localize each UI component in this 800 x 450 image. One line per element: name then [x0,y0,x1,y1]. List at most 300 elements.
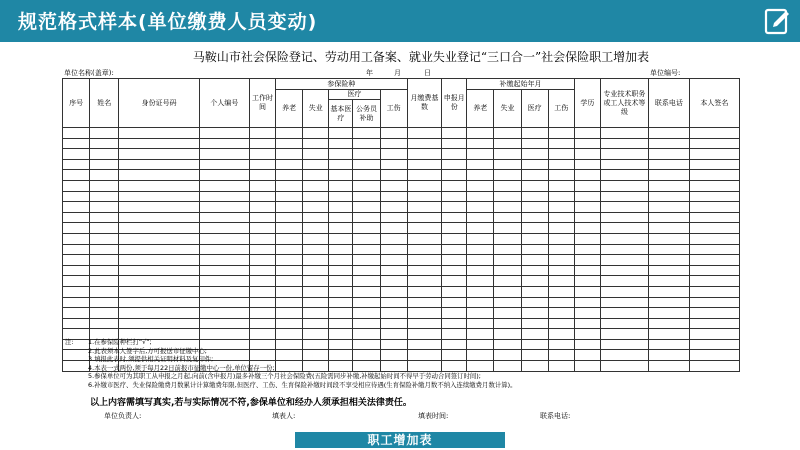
table-cell [548,223,574,234]
table-cell [648,170,689,181]
table-cell [467,128,494,139]
table-cell [380,180,407,191]
table-cell [353,286,380,297]
table-cell [494,180,521,191]
table-cell [574,138,600,149]
table-cell [119,265,199,276]
table-cell [303,244,329,255]
table-cell [249,191,275,202]
table-cell [648,255,689,266]
table-cell [494,149,521,160]
table-cell [548,286,574,297]
col-education: 学历 [574,79,600,128]
table-cell [303,191,329,202]
table-cell [63,159,90,170]
table-cell [276,180,303,191]
table-cell [407,202,441,213]
table-cell [63,212,90,223]
table-cell [90,149,119,160]
table-cell [521,138,548,149]
table-cell [329,159,353,170]
table-cell [407,128,441,139]
table-cell [407,276,441,287]
col-name: 姓名 [90,79,119,128]
table-cell [63,276,90,287]
table-cell [90,223,119,234]
table-cell [574,128,600,139]
table-cell [90,318,119,329]
table-cell [494,265,521,276]
table-cell [380,265,407,276]
fill-time-label: 填表时间: [418,412,449,420]
table-cell [442,318,467,329]
table-cell [600,191,648,202]
table-cell [442,202,467,213]
table-cell [521,170,548,181]
table-cell [199,233,249,244]
table-cell [63,180,90,191]
table-cell [442,138,467,149]
notes-label: 注: [65,338,74,346]
table-cell [90,244,119,255]
table-cell [600,276,648,287]
table-cell [353,276,380,287]
table-cell [648,138,689,149]
month-label: 月 [394,69,401,77]
table-cell [329,233,353,244]
table-cell [63,223,90,234]
table-cell [574,233,600,244]
table-cell [329,138,353,149]
table-cell [689,159,739,170]
table-cell [407,159,441,170]
table-cell [442,159,467,170]
table-cell [521,244,548,255]
table-cell [303,202,329,213]
table-cell [90,212,119,223]
table-cell [521,265,548,276]
table-cell [119,191,199,202]
table-cell [276,138,303,149]
table-cell [574,308,600,319]
note-text: 4.本表一式两份,须于每月22日前报市征缴中心一份,单位留存一份; [88,363,275,372]
table-cell [380,159,407,170]
table-cell [249,233,275,244]
col-bp-injury: 工伤 [548,90,574,128]
table-cell [407,265,441,276]
table-cell [648,308,689,319]
table-cell [574,255,600,266]
table-cell [90,138,119,149]
table-cell [276,297,303,308]
table-cell [199,308,249,319]
table-cell [648,202,689,213]
table-cell [380,286,407,297]
table-row [63,138,740,149]
note-text: 3.填报此表时,须提供相关证明材料及复印件; [88,355,214,364]
table-cell [494,191,521,202]
table-cell [249,212,275,223]
table-cell [63,149,90,160]
table-cell [407,223,441,234]
table-cell [90,202,119,213]
table-cell [467,318,494,329]
table-cell [119,223,199,234]
table-cell [407,191,441,202]
table-cell [249,308,275,319]
table-cell [329,212,353,223]
table-cell [467,286,494,297]
table-cell [494,255,521,266]
table-cell [407,286,441,297]
table-cell [63,265,90,276]
table-cell [303,223,329,234]
table-cell [600,202,648,213]
table-cell [380,297,407,308]
table-cell [249,149,275,160]
table-row [63,159,740,170]
table-cell [276,276,303,287]
table-cell [467,180,494,191]
table-row [63,223,740,234]
col-phone: 联系电话 [648,79,689,128]
table-cell [276,223,303,234]
table-cell [303,128,329,139]
table-cell [249,265,275,276]
table-cell [276,318,303,329]
table-cell [521,191,548,202]
table-cell [548,308,574,319]
note-text: 6.补缴市医疗、失业保险缴费月数累计计算缴费年限,但医疗、工伤、生育保险补缴时间段不享受相应待遇(生育保险补缴月数不纳入连续缴费月数计算)。 [88,380,517,389]
table-cell [574,265,600,276]
table-cell [648,149,689,160]
table-cell [494,159,521,170]
table-cell [467,308,494,319]
table-cell [119,244,199,255]
table-row [63,191,740,202]
table-cell [380,276,407,287]
table-cell [303,233,329,244]
table-cell [90,159,119,170]
table-cell [574,286,600,297]
table-cell [353,170,380,181]
table-cell [90,191,119,202]
table-cell [689,276,739,287]
table-cell [600,233,648,244]
table-cell [521,159,548,170]
table-cell [548,191,574,202]
table-cell [689,297,739,308]
table-cell [303,297,329,308]
table-cell [494,276,521,287]
table-cell [574,276,600,287]
table-cell [467,297,494,308]
table-cell [574,149,600,160]
table-cell [648,180,689,191]
table-cell [249,223,275,234]
table-cell [407,138,441,149]
table-cell [442,308,467,319]
table-cell [548,170,574,181]
table-cell [467,212,494,223]
table-cell [467,191,494,202]
table-row [63,212,740,223]
table-cell [442,265,467,276]
table-row [63,128,740,139]
table-cell [689,223,739,234]
table-cell [199,191,249,202]
table-cell [442,170,467,181]
table-cell [249,180,275,191]
col-bp-pension: 养老 [467,90,494,128]
table-cell [353,255,380,266]
table-cell [521,308,548,319]
table-row [63,308,740,319]
table-cell [249,286,275,297]
table-cell [407,212,441,223]
col-signature: 本人签名 [689,79,739,128]
table-cell [689,149,739,160]
table-cell [63,170,90,181]
table-cell [521,202,548,213]
table-cell [442,297,467,308]
table-row [63,233,740,244]
table-cell [380,170,407,181]
note-text: 5.参保单位可为其职工从申报之月起,向前(含申报月)最多补缴三个月社会保险费(五险需同步补缴,补缴起始时间不得早于劳动合同签订时间); [88,372,481,381]
table-cell [442,128,467,139]
table-cell [494,233,521,244]
table-cell [574,202,600,213]
table-cell [63,233,90,244]
table-cell [380,202,407,213]
table-cell [329,223,353,234]
col-unemployment: 失业 [303,90,329,128]
staff-increase-table [62,78,740,372]
table-cell [329,308,353,319]
table-cell [353,191,380,202]
table-cell [303,255,329,266]
table-cell [407,149,441,160]
page-title: 规范格式样本(单位缴费人员变动) [18,11,318,33]
table-cell [380,223,407,234]
table-cell [380,233,407,244]
table-row [63,265,740,276]
col-seq: 序号 [63,79,90,128]
table-cell [548,202,574,213]
table-cell [407,180,441,191]
col-civil-subsidy: 公务员补助 [353,100,380,128]
table-cell [380,212,407,223]
table-cell [63,244,90,255]
table-cell [467,223,494,234]
filler-label: 填表人: [272,412,296,420]
table-cell [548,265,574,276]
table-cell [380,255,407,266]
col-tech-title: 专业技术职务或工人技术等级 [600,79,648,128]
table-cell [648,128,689,139]
table-cell [521,255,548,266]
table-cell [689,138,739,149]
table-cell [249,170,275,181]
table-row [63,202,740,213]
table-cell [199,149,249,160]
note-item [62,355,762,364]
table-cell [548,128,574,139]
year-label: 年 [366,69,373,77]
table-cell [574,191,600,202]
table-cell [600,149,648,160]
table-cell [521,318,548,329]
table-cell [329,191,353,202]
table-cell [380,191,407,202]
table-cell [467,244,494,255]
contact-phone-label: 联系电话: [540,412,571,420]
table-cell [119,138,199,149]
table-cell [353,202,380,213]
table-cell [353,233,380,244]
table-cell [249,159,275,170]
col-pension: 养老 [276,90,303,128]
table-cell [329,255,353,266]
unit-name-label: 单位名称(盖章): [64,69,114,77]
table-cell [521,286,548,297]
table-cell [548,244,574,255]
table-cell [199,170,249,181]
table-cell [119,276,199,287]
table-cell [276,212,303,223]
table-cell [521,223,548,234]
table-cell [249,128,275,139]
table-cell [119,180,199,191]
table-cell [249,202,275,213]
table-cell [380,138,407,149]
table-cell [303,265,329,276]
table-cell [548,297,574,308]
form-document [62,48,740,372]
col-declare-month: 申报月份 [442,79,467,128]
table-cell [63,255,90,266]
table-cell [329,318,353,329]
table-cell [574,244,600,255]
col-bp-medical: 医疗 [521,90,548,128]
table-cell [380,128,407,139]
table-cell [407,318,441,329]
table-cell [442,244,467,255]
table-cell [276,265,303,276]
table-cell [199,297,249,308]
table-cell [442,255,467,266]
table-cell [353,159,380,170]
table-cell [548,159,574,170]
table-cell [199,286,249,297]
table-cell [199,276,249,287]
table-row [63,318,740,329]
table-cell [353,223,380,234]
table-cell [442,149,467,160]
table-cell [249,297,275,308]
table-cell [574,159,600,170]
table-cell [442,212,467,223]
table-cell [276,128,303,139]
table-row [63,244,740,255]
table-cell [648,318,689,329]
table-cell [329,170,353,181]
table-cell [442,286,467,297]
table-cell [276,202,303,213]
table-cell [467,149,494,160]
table-cell [119,308,199,319]
table-cell [494,318,521,329]
note-item [62,347,762,356]
table-cell [90,233,119,244]
unit-no-label: 单位编号: [650,69,681,77]
table-cell [407,244,441,255]
table-cell [380,318,407,329]
table-cell [407,255,441,266]
table-cell [521,128,548,139]
table-cell [303,159,329,170]
table-cell [90,265,119,276]
table-row [63,297,740,308]
form-meta [62,66,740,78]
table-cell [90,286,119,297]
table-cell [548,149,574,160]
table-cell [648,297,689,308]
pencil-note-icon [762,5,794,37]
table-cell [199,318,249,329]
col-bp-unemployment: 失业 [494,90,521,128]
table-cell [467,202,494,213]
table-cell [548,180,574,191]
table-cell [353,138,380,149]
table-cell [600,308,648,319]
table-cell [407,308,441,319]
table-cell [548,212,574,223]
table-cell [249,255,275,266]
table-cell [648,233,689,244]
table-cell [689,170,739,181]
table-cell [276,170,303,181]
table-row [63,276,740,287]
table-cell [521,180,548,191]
table-cell [600,159,648,170]
table-cell [648,212,689,223]
table-cell [199,159,249,170]
table-cell [442,191,467,202]
table-cell [600,297,648,308]
table-cell [199,255,249,266]
table-cell [276,244,303,255]
table-cell [353,308,380,319]
table-cell [276,233,303,244]
table-cell [353,149,380,160]
col-basic-medical: 基本医疗 [329,100,353,128]
table-cell [600,244,648,255]
table-row [63,286,740,297]
page-header [0,0,800,42]
table-cell [329,128,353,139]
col-work-time: 工作时间 [249,79,275,128]
table-cell [467,255,494,266]
table-cell [199,223,249,234]
table-cell [199,180,249,191]
table-cell [63,128,90,139]
table-cell [90,308,119,319]
table-cell [353,128,380,139]
table-cell [353,180,380,191]
table-cell [442,180,467,191]
table-cell [521,276,548,287]
